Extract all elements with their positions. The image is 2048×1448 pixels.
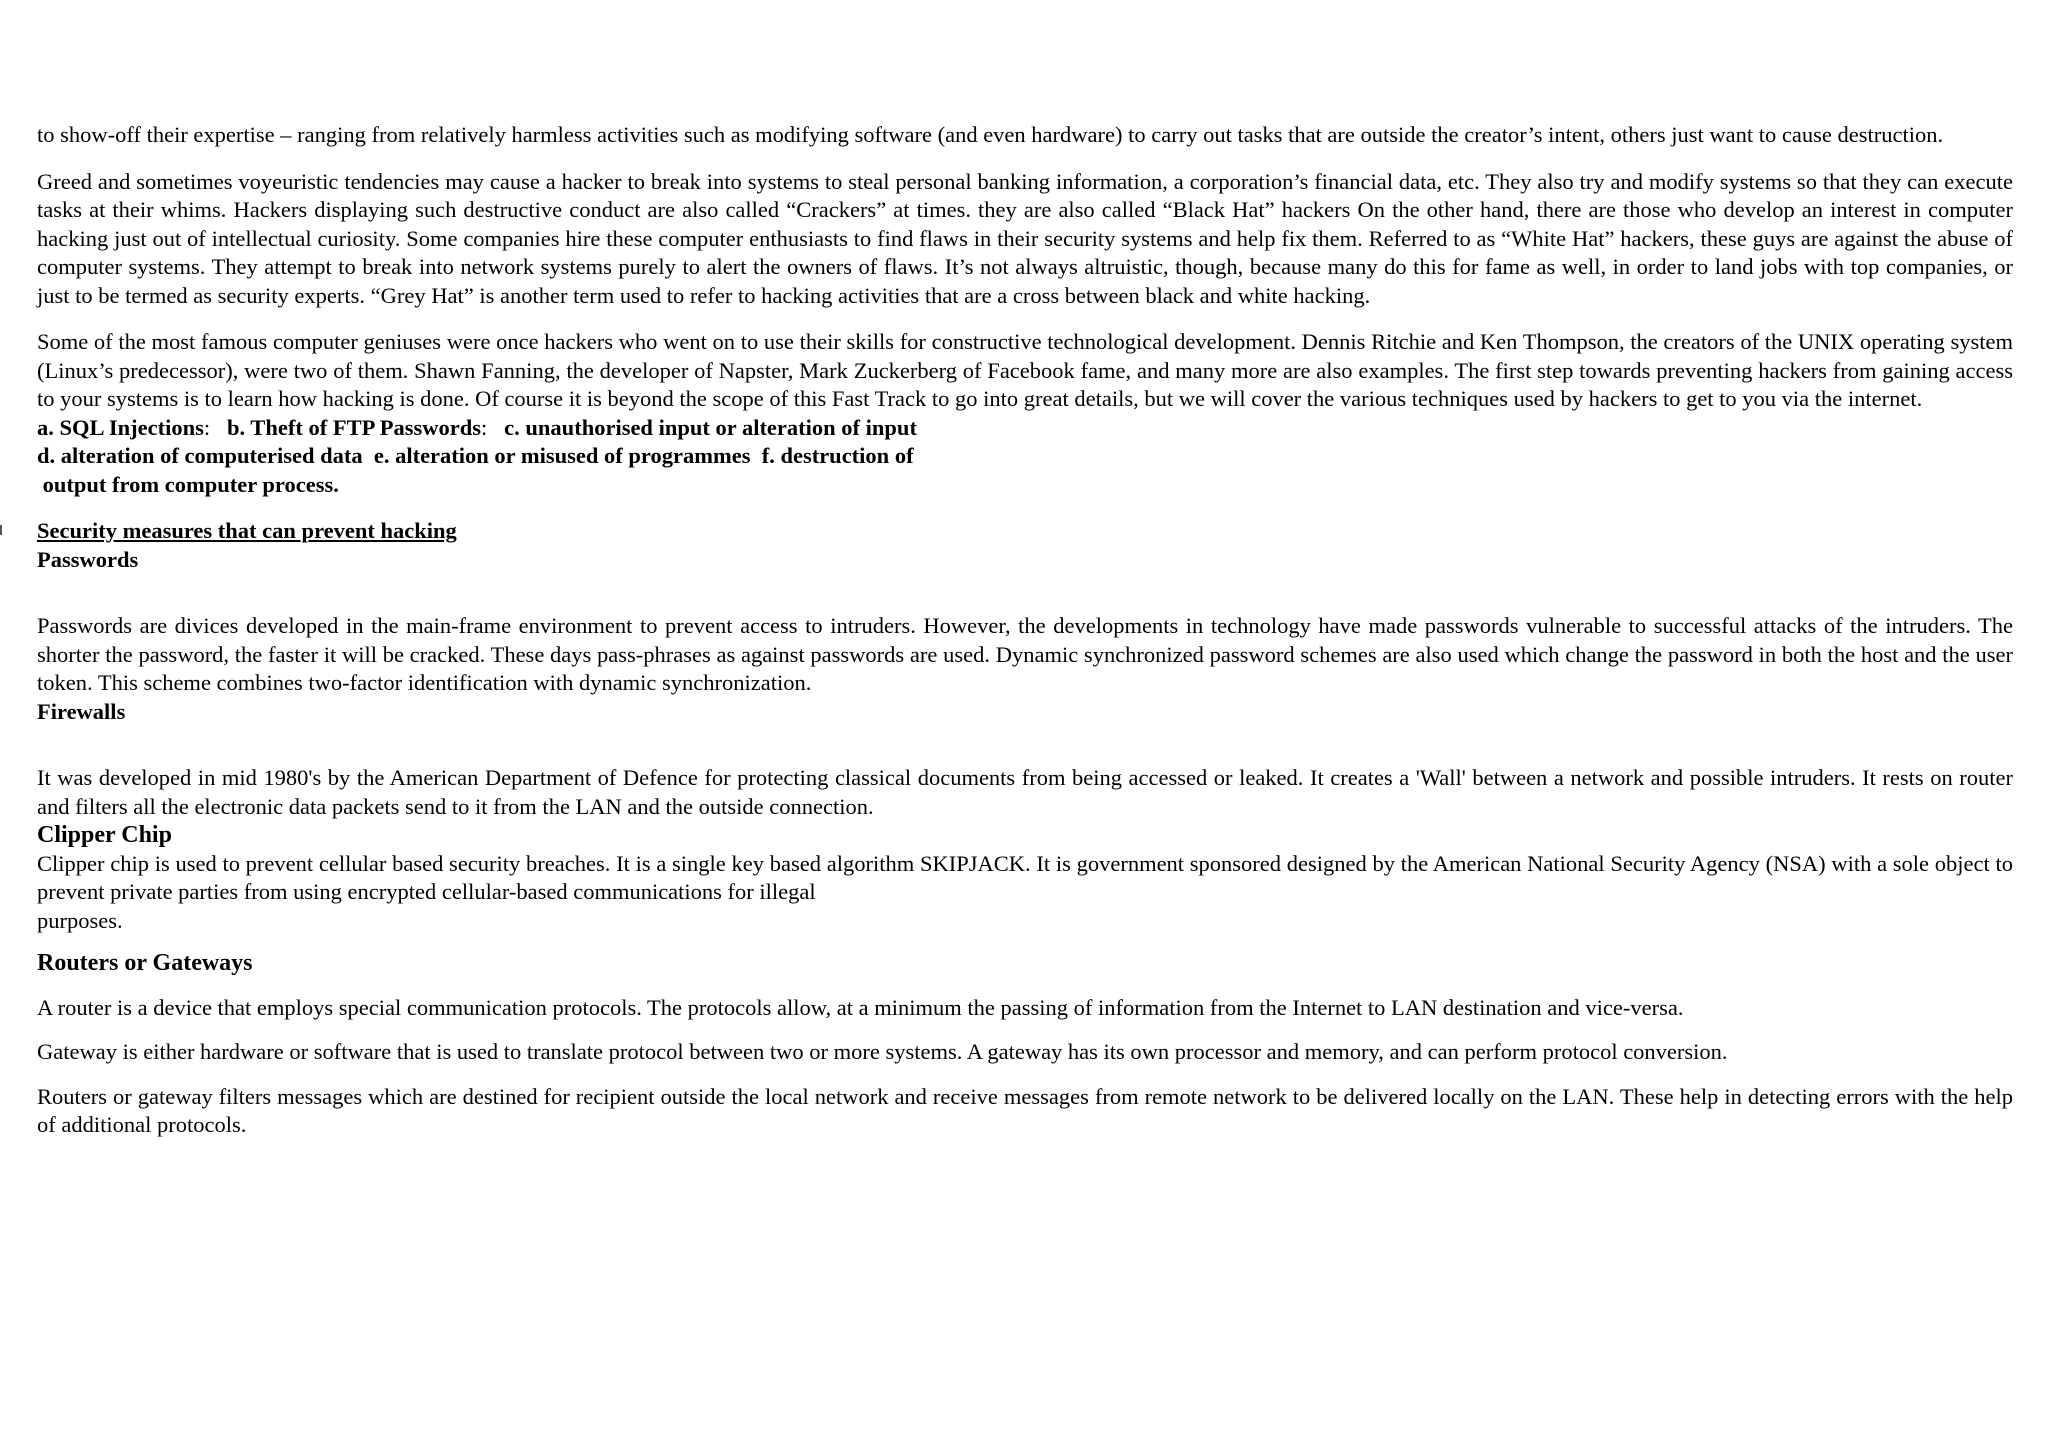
routers-paragraph-2: Routers or gateway filters messages which are destined for recipient outside the local network and receive messages from remote network to be delivered locally on the LAN. These help in detecting errors with the help of additional protocols. xyxy=(37,1083,2013,1137)
paragraph-famous-hackers: Some of the most famous computer geniuses were once hackers who went on to use their skills for constructive technological development. Dennis Ritchie and Ken Thompson, the creators of the UNIX operating system (Linux’s predecessor), were two of them. Shawn Fanning, the developer of Napster, Mark Zuckerberg of Facebook fame, and many more are also examples. The first step towards preventing hackers from gaining access to your systems is to learn how hacking is done. Of course it is beyond the scope of this Fast Track to go into great details, but we will cover the various techniques used by hackers to get to you via the internet. xyxy=(37,329,2013,411)
hacking-techniques-line-1 xyxy=(37,414,2013,443)
hacking-techniques-line-3: output from computer process. xyxy=(37,471,339,497)
gateway-paragraph: Gateway is either hardware or software that is used to translate protocol between two or more systems. A gateway has its own processor and memory, and can perform protocol conversion. xyxy=(37,1039,1728,1064)
clipper-chip-heading: Clipper Chip xyxy=(37,822,172,848)
list-item-c: c. unauthorised input or alteration of input xyxy=(504,414,917,440)
routers-heading: Routers or Gateways xyxy=(37,950,253,976)
clipper-chip-paragraph: Clipper chip is used to prevent cellular based security breaches. It is a single key based algorithm SKIPJACK. It is government sponsored designed by the American National Security Agency (NSA) with a sole object to prevent private parties from using encrypted cellular-based communications for illegal xyxy=(37,850,2013,904)
firewalls-heading: Firewalls xyxy=(37,698,126,724)
list-item-a: a. SQL Injections xyxy=(37,414,204,440)
paragraph-hacker-types: Greed and sometimes voyeuristic tendencies may cause a hacker to break into systems to steal personal banking information, a corporation’s financial data, etc. They also try and modify systems so that they can execute tasks at their whims. Hackers displaying such destructive conduct are also called “Crackers” at times. they are also called “Black Hat” hackers On the other hand, there are those who develop an interest in computer hacking just out of intellectual curiosity. Some companies hire these computer enthusiasts to find flaws in their security systems and help fix them. Referred to as “White Hat” hackers, these guys are against the abuse of computer systems. They attempt to break into network systems purely to alert the owners of flaws. It’s not always altruistic, though, because many do this for fame as well, in order to land jobs with top companies, or just to be termed as security experts. “Grey Hat” is another term used to refer to hacking activities that are a cross between black and white hacking. xyxy=(37,168,2013,308)
passwords-paragraph: Passwords are divices developed in the main-frame environment to prevent access to intruders. However, the developments in technology have made passwords vulnerable to successful attacks of the intruders. The shorter the password, the faster it will be cracked. These days pass-phrases as against passwords are used. Dynamic synchronized password schemes are also used which change the password in both the host and the user token. This scheme combines two-factor identification with dynamic synchronization. xyxy=(37,613,2013,695)
section-heading: Security measures that can prevent hacking xyxy=(37,518,457,543)
list-item-b: b. Theft of FTP Passwords xyxy=(227,414,482,440)
passwords-heading: Passwords xyxy=(37,546,139,572)
list-separator-1: : xyxy=(203,414,211,440)
margin-mark xyxy=(0,525,2,535)
document-page xyxy=(37,121,2013,1140)
paragraph-intro: to show-off their expertise – ranging from relatively harmless activities such as modifying software (and even hardware) to carry out tasks that are outside the creator’s intent, others just want to cause destruction. xyxy=(37,122,1944,147)
routers-paragraph-1: A router is a device that employs special communication protocols. The protocols allow, at a minimum the passing of information from the Internet to LAN destination and vice-versa. xyxy=(37,994,1684,1020)
firewalls-paragraph: It was developed in mid 1980's by the American Department of Defence for protecting classical documents from being accessed or leaked. It creates a 'Wall' between a network and possible intruders. It rests on router and filters all the electronic data packets send to it from the LAN and the outside connection. xyxy=(37,765,2013,819)
hacking-techniques-line-2: d. alteration of computerised data e. alteration or misused of programmes f. destruction of xyxy=(37,443,914,468)
list-separator-2: : xyxy=(481,414,488,440)
clipper-chip-paragraph-end: purposes. xyxy=(37,907,123,933)
section-heading-wrapper xyxy=(37,517,2013,546)
